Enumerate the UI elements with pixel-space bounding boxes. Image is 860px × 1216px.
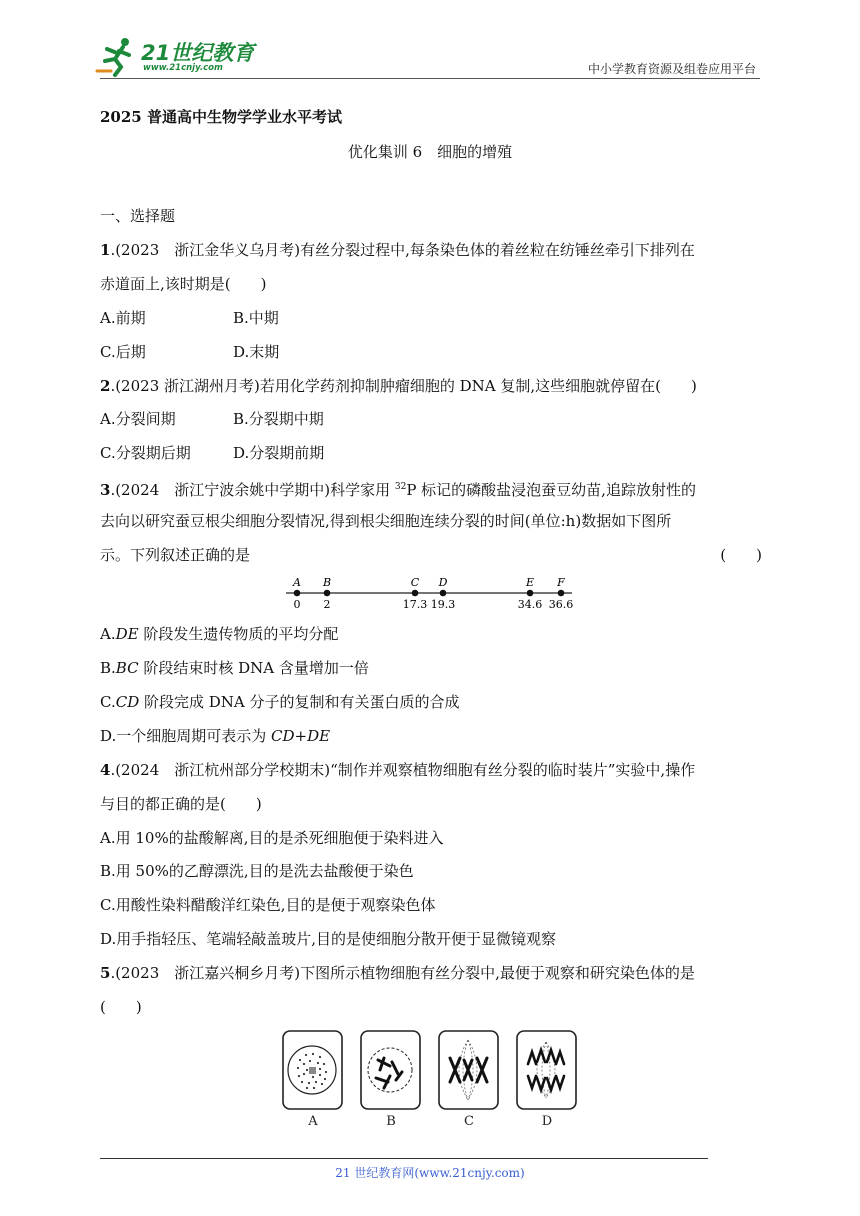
q3-option-a[interactable]	[100, 624, 338, 644]
cell-cycle-timeline	[280, 576, 580, 616]
question-5-line-1	[100, 963, 695, 983]
cell-label-b: B	[386, 1114, 396, 1129]
question-3-line-2: 去向以研究蚕豆根尖细胞分裂情况,得到根尖细胞连续分裂的时间(单位:h)数据如下图所	[100, 512, 672, 530]
cell-label-c: C	[464, 1114, 474, 1129]
header-divider	[100, 78, 760, 79]
site-logo[interactable]	[95, 35, 265, 80]
q2-option-a[interactable]: A.分裂间期	[100, 410, 176, 428]
section-heading: 一、选择题	[100, 207, 176, 225]
timeline-letter-c: C	[410, 576, 420, 589]
option-text: 阶段结束时核 DNA 含量增加一倍	[138, 659, 369, 677]
exam-subtitle: 优化集训 6 细胞的增殖	[347, 143, 513, 161]
q4-option-b[interactable]: B.用 50%的乙醇漂洗,目的是洗去盐酸便于染色	[100, 862, 414, 880]
q1-option-a[interactable]: A.前期	[100, 309, 146, 327]
timeline-point-f	[558, 590, 565, 597]
logo-text: 21世纪教育	[141, 41, 255, 65]
option-prefix: D.一个细胞周期可表示为	[100, 727, 272, 745]
timeline-value-d: 19.3	[430, 598, 456, 611]
question-5-line-2: ( )	[100, 998, 142, 1016]
timeline-point-b	[324, 590, 331, 597]
q4-option-a[interactable]: A.用 10%的盐酸解离,目的是杀死细胞便于染料进入	[100, 829, 444, 847]
timeline-letter-f: F	[557, 576, 565, 589]
cell-d-figure	[517, 1031, 576, 1109]
option-prefix: A.	[100, 625, 116, 643]
q4-option-d[interactable]: D.用手指轻压、笔端轻敲盖玻片,目的是使细胞分散开便于显微镜观察	[100, 930, 557, 948]
option-italic: BC	[115, 659, 139, 677]
q3-option-d[interactable]	[100, 726, 330, 746]
question-1-line-2: 赤道面上,该时期是( )	[100, 275, 267, 293]
question-text: P 标记的磷酸盐浸泡蚕豆幼苗,追踪放射性的	[406, 481, 696, 499]
timeline-point-a	[294, 590, 301, 597]
question-number: 3	[100, 481, 111, 499]
cell-label-a: A	[308, 1114, 318, 1129]
question-number: 2	[100, 377, 111, 395]
question-text: .(2023 浙江嘉兴桐乡月考)下图所示植物细胞有丝分裂中,最便于观察和研究染色体的是	[110, 964, 695, 982]
timeline-value-f: 36.6	[548, 598, 574, 611]
footer-text[interactable]: 21 世纪教育网(www.21cnjy.com)	[335, 1166, 525, 1180]
mitosis-cell-figures	[280, 1030, 580, 1130]
option-italic: CD	[115, 693, 140, 711]
q4-option-c[interactable]: C.用酸性染料醋酸洋红染色,目的是便于观察染色体	[100, 896, 436, 914]
cell-a-figure	[283, 1031, 342, 1109]
q1-option-b[interactable]: B.中期	[233, 309, 279, 327]
logo-url: www.21cnjy.com	[143, 63, 223, 73]
question-4-line-2: 与目的都正确的是( )	[100, 795, 262, 813]
cell-label-d: D	[541, 1114, 553, 1129]
option-italic: DE	[115, 625, 139, 643]
question-number: 5	[100, 964, 111, 982]
question-number: 4	[100, 761, 111, 779]
timeline-value-a: 0	[293, 598, 301, 611]
question-2-line-1	[100, 376, 697, 396]
q2-option-b[interactable]: B.分裂期中期	[233, 410, 324, 428]
q1-option-c[interactable]: C.后期	[100, 343, 146, 361]
q1-option-d[interactable]: D.末期	[233, 343, 280, 361]
timeline-point-d	[440, 590, 447, 597]
timeline-letter-a: A	[293, 576, 301, 589]
question-3-line-1	[100, 477, 696, 500]
option-text: 阶段完成 DNA 分子的复制和有关蛋白质的合成	[139, 693, 460, 711]
superscript-32: 32	[394, 482, 407, 492]
footer-divider	[100, 1158, 708, 1159]
q2-option-d[interactable]: D.分裂期前期	[233, 444, 325, 462]
timeline-value-e: 34.6	[517, 598, 543, 611]
option-prefix: B.	[100, 659, 116, 677]
question-text: .(2023 浙江金华义乌月考)有丝分裂过程中,每条染色体的着丝粒在纺锤丝牵引下排列在	[110, 241, 695, 259]
q3-option-b[interactable]	[100, 658, 369, 678]
timeline-letter-d: D	[438, 576, 448, 589]
timeline-point-c	[412, 590, 419, 597]
question-text: .(2024 浙江宁波余姚中学期中)科学家用	[110, 481, 395, 499]
cell-c-figure	[439, 1031, 498, 1109]
timeline-value-b: 2	[323, 598, 331, 611]
option-text: 阶段发生遗传物质的平均分配	[138, 625, 339, 643]
runner-logo-icon	[95, 35, 141, 77]
q3-option-c[interactable]	[100, 692, 460, 712]
question-3-line-3: 示。下列叙述正确的是	[100, 546, 251, 564]
timeline-point-e	[527, 590, 534, 597]
timeline-letter-b: B	[322, 576, 332, 589]
answer-blank[interactable]: ( )	[720, 546, 762, 564]
header-slogan: 中小学教育资源及组卷应用平台	[587, 62, 756, 76]
option-prefix: C.	[100, 693, 116, 711]
question-number: 1	[100, 241, 111, 259]
q2-option-c[interactable]: C.分裂期后期	[100, 444, 191, 462]
timeline-value-c: 17.3	[402, 598, 428, 611]
question-text: .(2024 浙江杭州部分学校期末)“制作并观察植物细胞有丝分裂的临时装片”实验中,操作	[110, 761, 696, 779]
cell-b-figure	[361, 1031, 420, 1109]
question-4-line-1	[100, 760, 695, 780]
option-italic: CD+DE	[271, 727, 331, 745]
timeline-letter-e: E	[525, 576, 535, 589]
question-text: .(2023 浙江湖州月考)若用化学药剂抑制肿瘤细胞的 DNA 复制,这些细胞就停留在( )	[110, 377, 697, 395]
question-1-line-1	[100, 240, 695, 260]
exam-title: 2025 普通高中生物学学业水平考试	[100, 108, 342, 126]
page-header	[0, 0, 860, 80]
